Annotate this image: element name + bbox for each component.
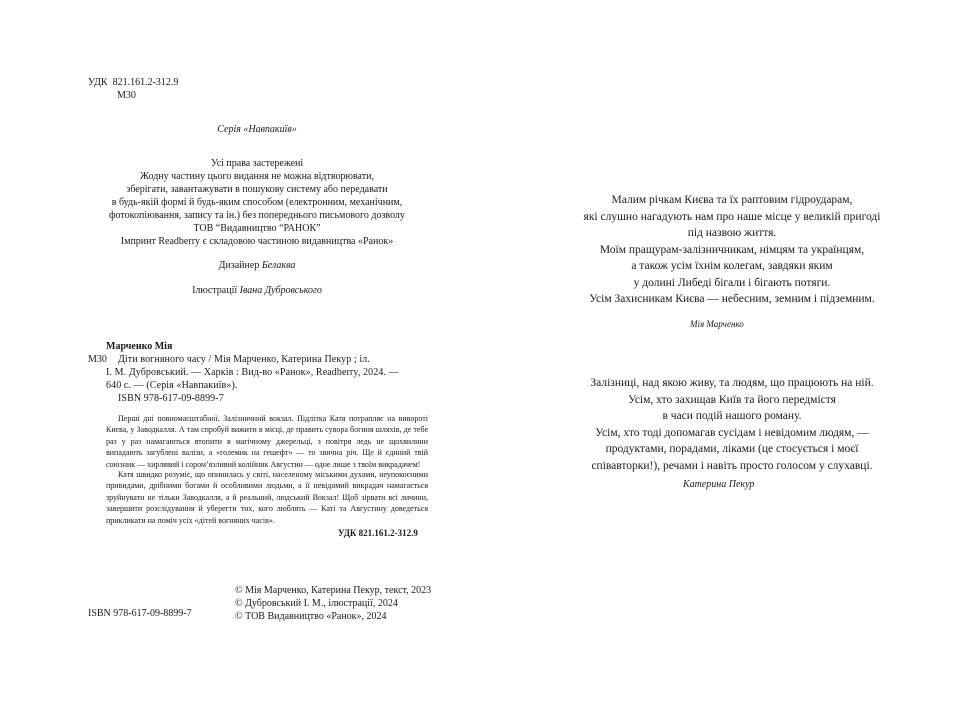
- rights-block: [88, 157, 426, 248]
- annotation-paragraph-1: Перші дні повномасштабної. Залізничний вокзал. Підлітка Катя потрапляє на вивороті Києва, у Заводкалля. А там спробуй вижити в місці, де править сувора богиня шляхів, де тебе раз у раз намагаються втопити в магічному джерельці, з повітря ледь не щохвилини випадають загублені валізи, а «големик на гешефт» — то звична річ. Ще й єдиний твій союзник — хирлявий і сором’язливий колійник Августин — одне лише з твоїм викрадачем!: [106, 414, 428, 469]
- illustrator-name: Івана Дубровського: [239, 285, 322, 296]
- catalog-description: [106, 353, 428, 405]
- rights-line: Жодну частину цього видання не можна відтворювати,: [140, 171, 374, 182]
- catalog-isbn: ISBN 978-617-09-8899-7: [118, 393, 224, 404]
- signature-2: Катерина Пекур: [683, 479, 755, 490]
- dedication-line: Усім, хто захищав Київ та його передмістя: [628, 393, 836, 406]
- udk-header: [88, 76, 178, 89]
- isbn: ISBN 978-617-09-8899-7: [88, 608, 192, 619]
- m30-code: М30: [117, 90, 136, 101]
- rights-line: зберігати, завантажувати в пошукову систему або передавати: [126, 184, 388, 195]
- dedication-line: Усім, хто тоді допомагав сусідам і невідомим людям, —: [595, 426, 869, 439]
- catalog-line: І. М. Дубровський. — Харків : Вид-во «Ранок», Readberry, 2024. —: [106, 367, 399, 378]
- dedication-line: Моїм пращурам-залізничникам, німцям та українцям,: [599, 243, 865, 256]
- copyright-line: © ТОВ Видавництво «Ранок», 2024: [235, 611, 387, 622]
- rights-line: Імпринт Readberry є складовою частиною видавництва «Ранок»: [120, 236, 394, 247]
- dedication-line: у долині Либеді бігали і бігають потяги.: [633, 276, 831, 289]
- designer-credit: [88, 259, 426, 272]
- dedication-line: а також усім їхнім колегам, завдяки яким: [631, 260, 833, 272]
- designer-name: Белаква: [261, 260, 296, 271]
- copyright-block: [235, 584, 431, 623]
- series-title: Серія «Навпакиїв»: [217, 124, 297, 135]
- illustrator-credit: [88, 284, 426, 297]
- dedication-line: під назвою життя.: [687, 227, 777, 239]
- dedication-line: Малим річкам Києва та їх раптовим гідроударам,: [611, 194, 853, 206]
- catalog-line: Діти вогняного часу / Мія Марченко, Катерина Пекур ; іл.: [118, 354, 370, 365]
- copyright-line: © Мія Марченко, Катерина Пекур, текст, 2023: [235, 585, 432, 596]
- rights-line: Усі права застережені: [210, 158, 304, 169]
- illustrator-label: Ілюстрації: [192, 285, 238, 296]
- dedication-line: Залізниці, над якою живу, та людям, що працюють на ній.: [590, 377, 874, 389]
- annotation-paragraph-2: Катя швидко розуміє, що опинилась у світі, населеному міськими духами, неупокоєними привидами, дрібними богами й особливими людьми, а її невідомий викрадач намагається зруйнувати не тільки Заводкалля, а й реальний, людський Вокзал! Щоб зірвати всі личини, завершити розслідування й уберегти тих, кого люблять — Каті та Августину доведеться прикликати на поміч усіх «дітей вогняних часів».: [106, 470, 428, 525]
- dedication-line: співавторки!), речами і навіть просто голосом у слухавці.: [591, 459, 873, 472]
- rights-line: фотокопіювання, запису та ін.) без попереднього письмового дозволу: [109, 210, 405, 221]
- catalog-line: 640 с. — (Серія «Навпакиїв»).: [106, 380, 238, 391]
- udk-code: 821.161.2-312.9: [112, 77, 179, 88]
- designer-label: Дизайнер: [218, 260, 260, 271]
- rights-line: в будь-якій формі й будь-яким способом (електронним, механічним,: [111, 197, 403, 208]
- catalog-udk: УДК 821.161.2-312.9: [338, 528, 418, 538]
- catalog-author: Марченко Мія: [106, 341, 173, 352]
- dedication-line: які слушно нагадують нам про наше місце у великій пригоді: [583, 210, 881, 223]
- rights-line: ТОВ “Видавництво “РАНОК”: [193, 223, 321, 234]
- dedication-line: в часи подій нашого роману.: [662, 410, 802, 422]
- dedication-line: Усім Захисникам Києва — небесним, земним і підземним.: [589, 293, 875, 305]
- dedication-block-1: [560, 192, 904, 308]
- copyright-line: © Дубровський І. М., ілюстрації, 2024: [235, 598, 398, 609]
- dedication-block-2: [560, 375, 904, 474]
- signature-1: Мія Марченко: [690, 319, 744, 329]
- dedication-line: продуктами, порадами, ліками (це стосується і моєї: [605, 443, 859, 455]
- udk-label: УДК: [88, 77, 108, 88]
- catalog-code: М30: [88, 354, 107, 365]
